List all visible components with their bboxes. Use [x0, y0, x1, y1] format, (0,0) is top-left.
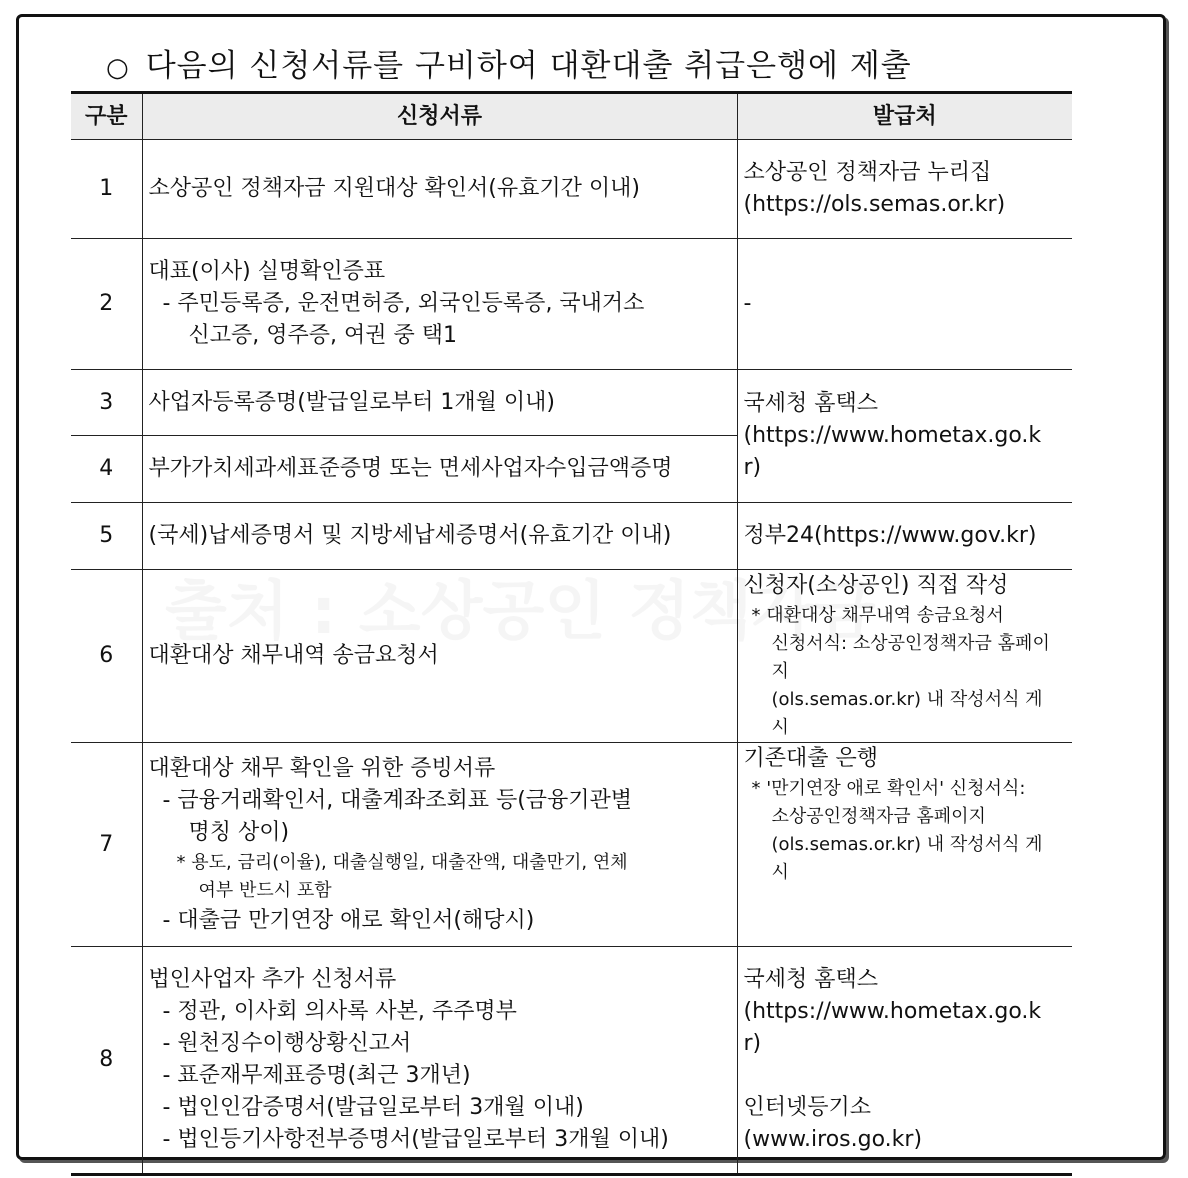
table-header-row	[71, 93, 1072, 140]
document-line: 대환대상 채무내역 송금요청서	[148, 643, 439, 668]
document-subitem: - 원천징수이행상황신고서	[162, 1031, 412, 1056]
row-number: 7	[71, 743, 142, 947]
document-note: * 용도, 금리(이율), 대출실행일, 대출잔액, 대출만기, 연체	[176, 851, 628, 873]
row-number: 6	[71, 570, 142, 743]
issuer-url: (www.iros.go.kr)	[743, 1127, 923, 1152]
document-line: 법인사업자 추가 신청서류	[148, 967, 397, 992]
issuer-line: 신청자(소상공인) 직접 작성	[743, 573, 1009, 598]
issuer-note-cont: 시	[771, 717, 789, 738]
issuer-note-cont: (ols.semas.or.kr) 내 작성서식 게	[771, 834, 1043, 855]
issuer-url: (https://www.hometax.go.k	[743, 999, 1042, 1024]
document-cell	[142, 503, 737, 570]
issuer-cell	[737, 370, 1072, 503]
section-heading	[106, 40, 912, 85]
table-row	[71, 947, 1072, 1175]
issuer-cell	[737, 503, 1072, 570]
issuer-url-cont: r)	[743, 1031, 762, 1056]
table-row	[71, 743, 1072, 947]
issuer-line: -	[743, 291, 752, 316]
bullet-icon: ○	[106, 53, 130, 83]
table-row	[71, 503, 1072, 570]
document-line: 소상공인 정책자금 지원대상 확인서(유효기간 이내)	[148, 176, 640, 201]
issuer-note-cont: 시	[771, 862, 789, 883]
issuer-line: 국세청 홈택스	[743, 967, 879, 992]
row-number: 4	[71, 436, 142, 503]
issuer-cell	[737, 947, 1072, 1175]
issuer-line: 기존대출 은행	[743, 746, 879, 771]
issuer-url: (https://ols.semas.or.kr)	[743, 192, 1006, 217]
spacer	[744, 1060, 1067, 1092]
issuer-cell	[737, 743, 1072, 947]
issuer-note-cont: 신청서식: 소상공인정책자금 홈페이지	[771, 633, 1050, 682]
issuer-cell	[737, 140, 1072, 239]
document-subitem: - 법인인감증명서(발급일로부터 3개월 이내)	[162, 1095, 584, 1120]
issuer-line: 인터넷등기소	[743, 1095, 872, 1120]
row-number: 5	[71, 503, 142, 570]
row-number: 3	[71, 370, 142, 436]
document-subitem: - 주민등록증, 운전면허증, 외국인등록증, 국내거소	[162, 291, 645, 316]
issuer-note-cont: (ols.semas.or.kr) 내 작성서식 게	[771, 689, 1043, 710]
document-subitem: - 대출금 만기연장 애로 확인서(해당시)	[162, 907, 535, 933]
document-cell	[142, 239, 737, 370]
document-cell	[142, 140, 737, 239]
header-category: 구분	[71, 93, 142, 140]
issuer-line: 소상공인 정책자금 누리집	[743, 160, 992, 185]
issuer-url: (https://www.hometax.go.k	[743, 423, 1042, 448]
document-cell	[142, 370, 737, 436]
table-row	[71, 140, 1072, 239]
issuer-note: * 대환대상 채무내역 송금요청서	[751, 605, 1004, 626]
document-note-cont: 여부 반드시 포함	[198, 879, 332, 901]
document-subitem-cont: 신고증, 영주증, 여권 중 택1	[188, 323, 457, 348]
document-subitem: - 정관, 이사회 의사록 사본, 주주명부	[162, 999, 517, 1024]
documents-table	[71, 91, 1072, 1176]
issuer-url-cont: r)	[743, 455, 762, 480]
document-line: 부가가치세과세표준증명 또는 면세사업자수입금액증명	[148, 456, 673, 481]
document-cell	[142, 436, 737, 503]
document-line: 대표(이사) 실명확인증표	[148, 259, 386, 284]
header-documents: 신청서류	[142, 93, 737, 140]
table-row	[71, 239, 1072, 370]
document-subitem-cont: 명칭 상이)	[188, 819, 290, 845]
issuer-note-cont: 소상공인정책자금 홈페이지	[771, 806, 986, 827]
row-number: 1	[71, 140, 142, 239]
header-issuer: 발급처	[737, 93, 1072, 140]
document-line: (국세)납세증명서 및 지방세납세증명서(유효기간 이내)	[148, 523, 672, 548]
table-row	[71, 570, 1072, 743]
document-line: 사업자등록증명(발급일로부터 1개월 이내)	[148, 389, 555, 415]
row-number: 8	[71, 947, 142, 1175]
issuer-line: 국세청 홈택스	[743, 391, 879, 416]
issuer-note: * '만기연장 애로 확인서' 신청서식:	[751, 778, 1026, 799]
document-subitem: - 법인등기사항전부증명서(발급일로부터 3개월 이내)	[162, 1127, 669, 1152]
document-subitem: - 표준재무제표증명(최근 3개년)	[162, 1063, 471, 1088]
document-cell	[142, 570, 737, 743]
issuer-cell	[737, 570, 1072, 743]
issuer-cell	[737, 239, 1072, 370]
row-number: 2	[71, 239, 142, 370]
table-row	[71, 370, 1072, 436]
document-line: 대환대상 채무 확인을 위한 증빙서류	[148, 755, 496, 781]
issuer-line: 정부24(https://www.gov.kr)	[743, 523, 1037, 548]
document-subitem: - 금융거래확인서, 대출계좌조회표 등(금융기관별	[162, 787, 633, 813]
document-cell	[142, 743, 737, 947]
heading-text: 다음의 신청서류를 구비하여 대환대출 취급은행에 제출	[145, 48, 912, 84]
document-cell	[142, 947, 737, 1175]
